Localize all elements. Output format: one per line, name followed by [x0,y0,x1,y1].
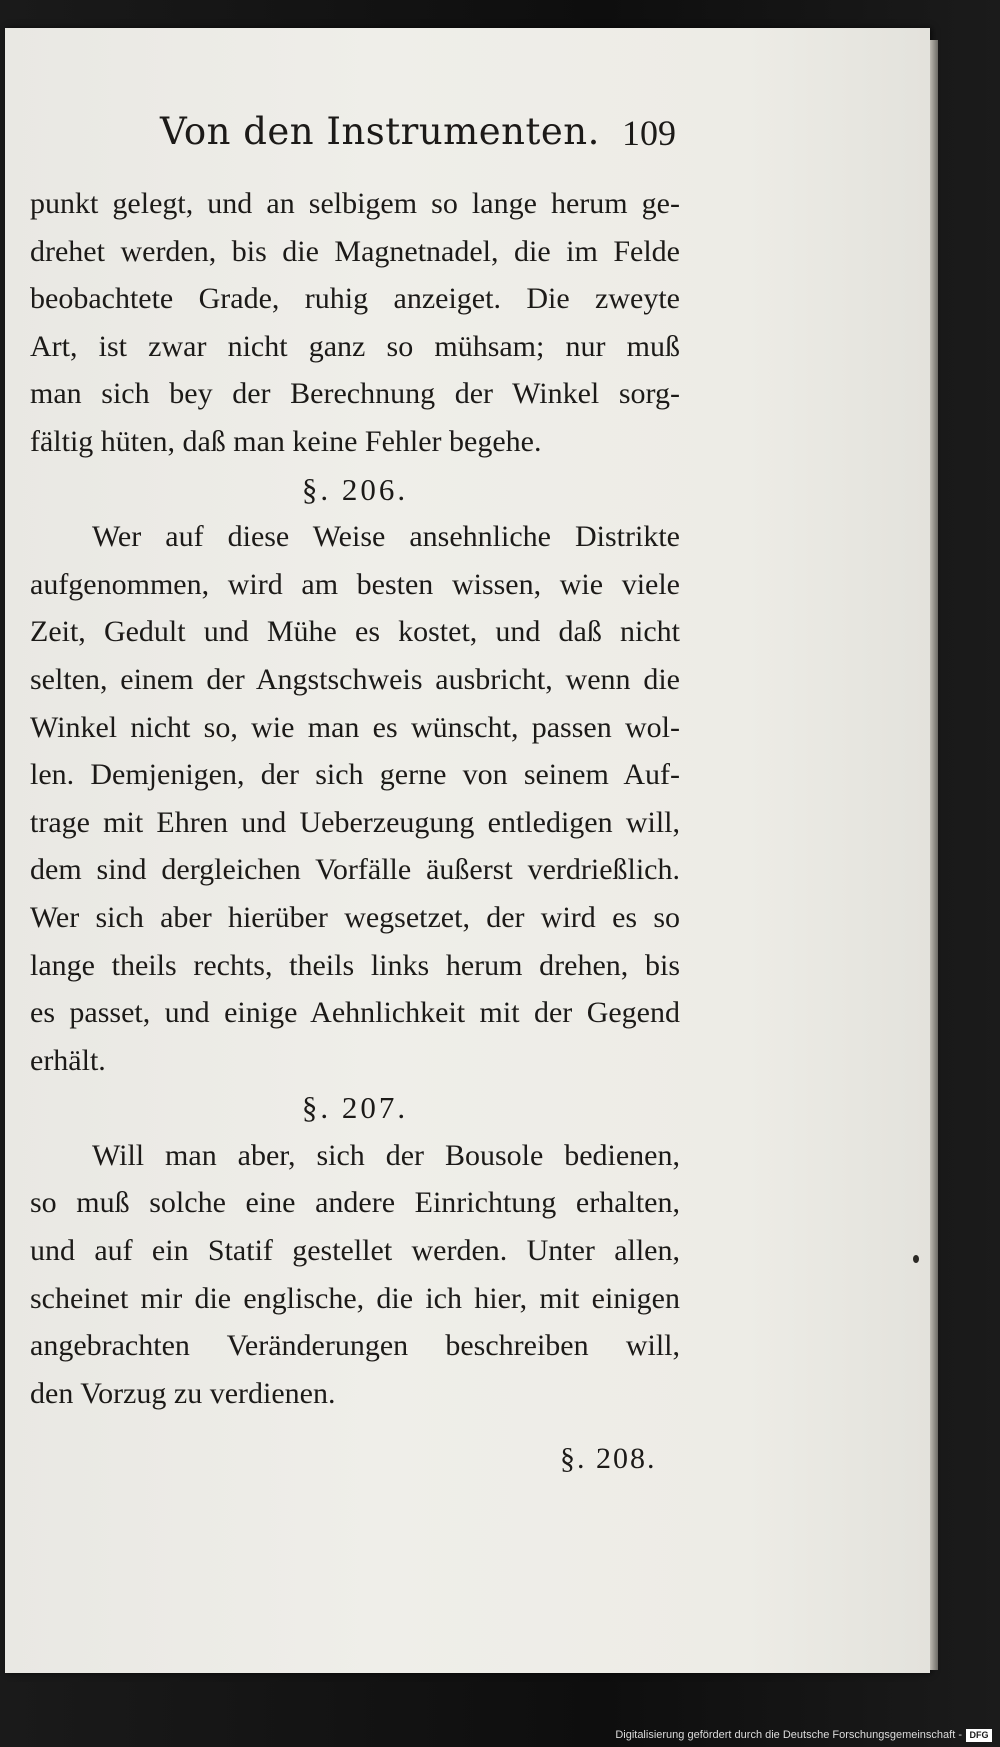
text-line: fältig hüten, daß man keine Fehler begehe. [30,424,542,458]
text-line: so muß solche eine andere Einrichtung erhalten, [30,1186,680,1220]
text-line: Wer sich aber hierüber wegsetzet, der wird es so [30,900,680,934]
text-line: Winkel nicht so, wie man es wünscht, passen wol- [30,710,680,744]
page-edge [930,40,938,1670]
page-text [30,180,680,1417]
catchword: §. 208. [560,1442,657,1475]
text-line: dem sind dergleichen Vorfälle äußerst verdrießlich. [30,853,680,887]
text-line: drehet werden, bis die Magnetnadel, die im Felde [30,234,680,268]
running-title: Von den Instrumenten. [160,110,600,153]
text-line: erhält. [30,1043,106,1077]
text-line: es passet, und einige Aehnlichkeit mit der Gegend [30,996,680,1030]
ink-speck [913,1255,919,1263]
text-line: trage mit Ehren und Ueberzeugung entledigen will, [30,805,680,839]
text-line: Zeit, Gedult und Mühe es kostet, und daß nicht [30,615,680,649]
text-line: beobachtete Grade, ruhig anzeiget. Die zweyte [30,282,680,316]
text-line: und auf ein Statif gestellet werden. Unter allen, [30,1234,680,1268]
text-line: angebrachten Veränderungen beschreiben will, [30,1329,680,1363]
text-line: lange theils rechts, theils links herum drehen, bis [30,948,680,982]
text-line: selten, einem der Angstschweis ausbricht, wenn die [30,662,680,696]
text-line: man sich bey der Berechnung der Winkel sorg- [30,377,680,411]
text-line: punkt gelegt, und an selbigem so lange herum ge- [30,187,680,220]
dfg-logo: DFG [966,1729,992,1742]
text-line: aufgenommen, wird am besten wissen, wie viele [30,567,680,601]
text-line: Will man aber, sich der Bousole bedienen, [92,1138,680,1172]
section-heading-207: §. 207. [301,1090,409,1126]
text-line: len. Demjenigen, der sich gerne von seinem Auf- [30,758,680,792]
page-number: 109 [622,113,676,153]
text-line: den Vorzug zu verdienen. [30,1376,336,1410]
text-line: Art, ist zwar nicht ganz so mühsam; nur muß [30,329,680,363]
text-line: Wer auf diese Weise ansehnliche Distrikte [92,520,680,554]
text-line: scheinet mir die englische, die ich hier, mit einigen [30,1281,680,1315]
digitization-credit: Digitalisierung gefördert durch die Deutsche Forschungsgemeinschaft - [615,1729,962,1741]
section-heading-206: §. 206. [301,471,409,507]
